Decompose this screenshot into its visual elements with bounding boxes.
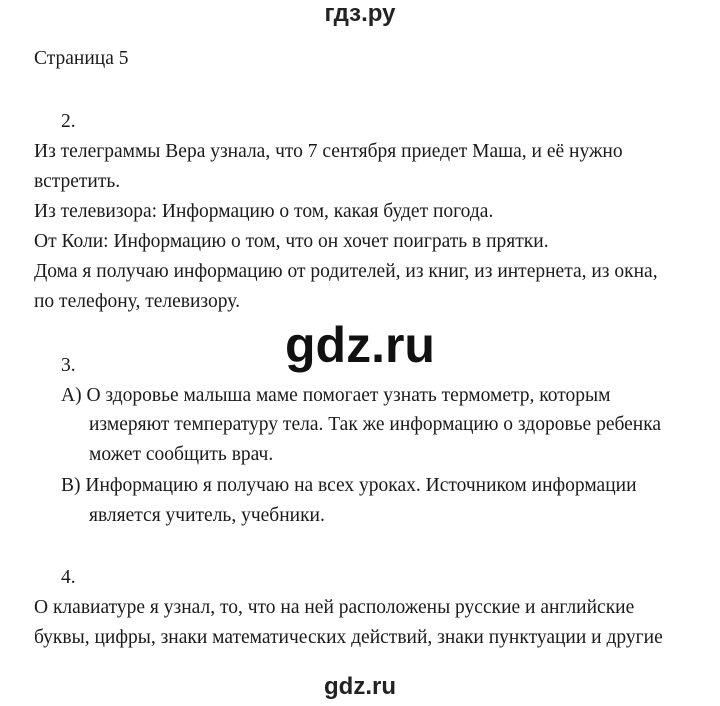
section-2-line: Дома я получаю информацию от родителей, из книг, из интернета, из окна, xyxy=(34,261,658,282)
section-4-line: буквы, цифры, знаки математических действий, знаки пунктуации и другие xyxy=(34,627,663,648)
section-2-line: встретить. xyxy=(34,171,121,192)
section-3-line: является учитель, учебники. xyxy=(89,505,325,526)
section-3-line: В) Информацию я получаю на всех уроках. Источником информации xyxy=(61,475,637,496)
section-2-line: От Коли: Информацию о том, что он хочет поиграть в прятки. xyxy=(34,231,549,252)
section-2-line: Из телеграммы Вера узнала, что 7 сентября приедет Маша, и её нужно xyxy=(34,141,623,162)
section-3-line: может сообщить врач. xyxy=(89,444,274,465)
section-3-number: 3. xyxy=(61,355,76,376)
header-brand: гдз.ру xyxy=(324,0,396,27)
section-2-line: Из телевизора: Информацию о том, какая будет погода. xyxy=(34,201,494,222)
section-3-line: измеряют температуру тела. Так же информацию о здоровье ребенка xyxy=(89,414,662,435)
section-4-line: О клавиатуре я узнал, то, что на ней расположены русские и английские xyxy=(34,597,635,618)
section-4-number: 4. xyxy=(61,567,76,588)
section-2-number: 2. xyxy=(61,111,76,132)
footer-brand: gdz.ru xyxy=(324,673,396,700)
watermark-logo: gdz.ru xyxy=(285,317,435,373)
section-3-line: А) О здоровье малыша маме помогает узнать термометр, которым xyxy=(61,385,611,406)
section-2-line: по телефону, телевизору. xyxy=(34,291,240,312)
page-title: Страница 5 xyxy=(34,48,129,69)
